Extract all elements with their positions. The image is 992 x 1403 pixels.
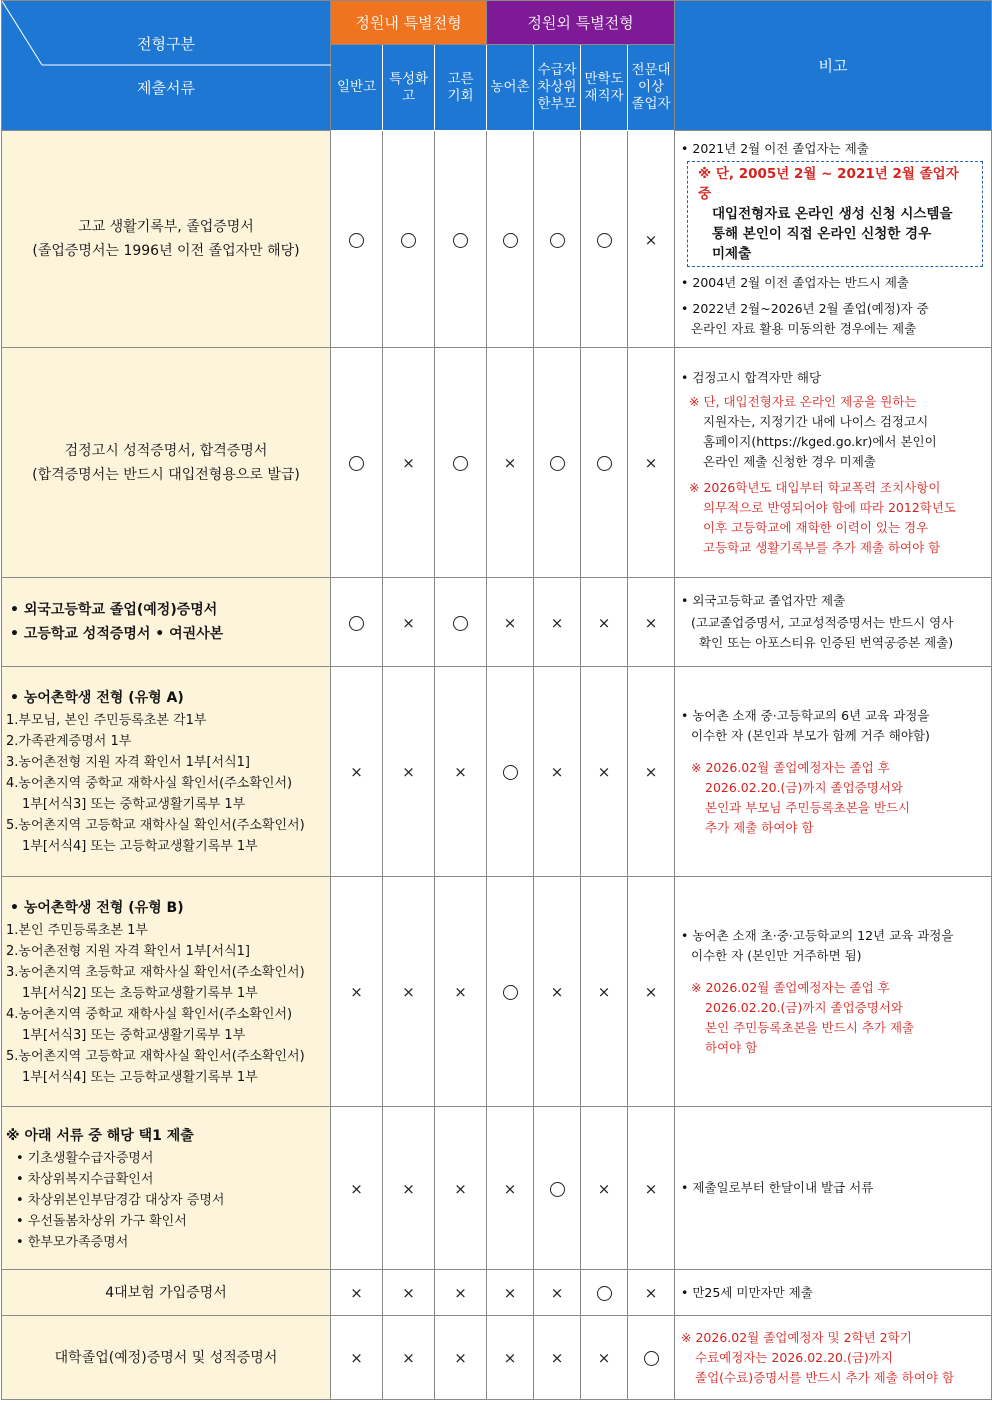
- mark-cell: [581, 877, 628, 1107]
- remarks-header: 비고: [675, 1, 992, 131]
- doc-cell: 대학졸업(예정)증명서 및 성적증명서: [2, 1316, 331, 1400]
- cross-mark-icon: ×: [644, 983, 658, 1001]
- cross-mark-icon: ×: [402, 1284, 415, 1302]
- col-header-adult-worker: 만학도 재직자: [581, 45, 628, 131]
- doc-cell: 검정고시 성적증명서, 합격증명서 (합격증명서는 반드시 대입전형용으로 발급): [2, 348, 331, 578]
- mark-cell: [628, 1316, 675, 1400]
- document-requirements-table: [1, 0, 992, 1400]
- table-row: [2, 1270, 992, 1316]
- cross-mark-icon: ×: [503, 1284, 517, 1302]
- remarks-cell: ※ 2026.02월 졸업예정자 및 2학년 2학기 수료예정자는 2026.02.20.(금)까지 졸업(수료)증명서를 반드시 추가 제출 하여야 함: [675, 1316, 992, 1400]
- doc-cell: • 농어촌학생 전형 (유형 A) 1.부모님, 본인 주민등록초본 각1부 2.가족관계증명서 1부 3.농어촌전형 지원 자격 확인서 1부[서식1] 4.농어촌지역 중학교 재학사실 확인서(주소확인서) 1부[서식3] 또는 중학교생활기록부 1부 5.농어촌지역 고등학교 재학사실 확인서(주소확인서) 1부[서식4] 또는 고등학교생활기록부 1부: [2, 667, 331, 877]
- mark-cell: [487, 877, 534, 1107]
- cross-mark-icon: ×: [503, 613, 517, 632]
- mark-cell: [581, 1316, 628, 1400]
- circle-mark-icon: [644, 1351, 659, 1366]
- mark-cell: [383, 667, 435, 877]
- cross-mark-icon: ×: [644, 613, 658, 632]
- mark-cell: [383, 1107, 435, 1270]
- cross-mark-icon: ×: [454, 763, 467, 781]
- remarks-cell: • 농어촌 소재 초·중·고등학교의 12년 교육 과정을 이수한 자 (본인만 거주하면 됨) ※ 2026.02월 졸업예정자는 졸업 후 2026.02.20.(금)까지 졸업증명서와 본인 주민등록초본을 반드시 추가 제출 하여야 함: [675, 877, 992, 1107]
- circle-mark-icon: [453, 616, 468, 631]
- mark-cell: [487, 1270, 534, 1316]
- mark-cell: [487, 348, 534, 578]
- cross-mark-icon: ×: [350, 1179, 363, 1198]
- cross-mark-icon: ×: [644, 454, 658, 472]
- circle-mark-icon: [401, 233, 416, 248]
- mark-cell: [628, 877, 675, 1107]
- mark-cell: [383, 1316, 435, 1400]
- remarks-cell: • 2021년 2월 이전 졸업자는 제출 ※ 단, 2005년 2월 ~ 2021년 2월 졸업자 중 대입전형자료 온라인 생성 신청 시스템을 통해 본인이 직접 온라인 신청한 경우 미제출 • 2004년 2월 이전 졸업자는 반드시 제출 • 2022년 2월~2026년 2월 졸업(예정)자 중 온라인 자료 활용 미동의한 경우에는 제출: [675, 131, 992, 348]
- group-out-header: 정원외 특별전형: [487, 1, 675, 45]
- mark-cell: [435, 131, 487, 348]
- doc-cell: • 농어촌학생 전형 (유형 B) 1.본인 주민등록초본 1부 2.농어촌전형 지원 자격 확인서 1부[서식1] 3.농어촌지역 초등학교 재학사실 확인서(주소확인서) 1부[서식2] 또는 초등학교생활기록부 1부 4.농어촌지역 중학교 재학사실 확인서(주소확인서) 1부[서식3] 또는 중학교생활기록부 1부 5.농어촌지역 고등학교 재학사실 확인서(주소확인서) 1부[서식4] 또는 고등학교생활기록부 1부: [2, 877, 331, 1107]
- table-row: [2, 877, 992, 1107]
- cross-mark-icon: ×: [550, 763, 564, 781]
- mark-cell: [331, 1316, 383, 1400]
- cross-mark-icon: ×: [402, 454, 415, 472]
- circle-mark-icon: [597, 456, 612, 471]
- mark-cell: [435, 877, 487, 1107]
- mark-cell: [628, 578, 675, 667]
- circle-mark-icon: [349, 233, 364, 248]
- circle-mark-icon: [550, 233, 565, 248]
- cross-mark-icon: ×: [402, 1349, 415, 1367]
- mark-cell: [435, 1270, 487, 1316]
- cross-mark-icon: ×: [644, 763, 658, 781]
- mark-cell: [435, 348, 487, 578]
- table-row: [2, 1316, 992, 1400]
- col-header-basic-livelihood: 수급자 차상위 한부모: [534, 45, 581, 131]
- mark-cell: [628, 348, 675, 578]
- cross-mark-icon: ×: [454, 983, 467, 1001]
- mark-cell: [435, 1316, 487, 1400]
- highlight-box: ※ 단, 2005년 2월 ~ 2021년 2월 졸업자 중 대입전형자료 온라인 생성 신청 시스템을 통해 본인이 직접 온라인 신청한 경우 미제출: [687, 161, 983, 267]
- mark-cell: [628, 667, 675, 877]
- cross-mark-icon: ×: [597, 613, 611, 632]
- mark-cell: [487, 667, 534, 877]
- remarks-cell: • 제출일로부터 한달이내 발급 서류: [675, 1107, 992, 1270]
- mark-cell: [487, 1107, 534, 1270]
- mark-cell: [383, 578, 435, 667]
- cross-mark-icon: ×: [644, 1179, 658, 1198]
- cross-mark-icon: ×: [550, 1284, 564, 1302]
- table-row: [2, 1107, 992, 1270]
- mark-cell: [534, 131, 581, 348]
- remarks-cell: • 농어촌 소재 중·고등학교의 6년 교육 과정을 이수한 자 (본인과 부모가 함께 거주 해야함) ※ 2026.02월 졸업예정자는 졸업 후 2026.02.20.(금)까지 졸업증명서와 본인과 부모님 주민등록초본을 반드시 추가 제출 하여야 함: [675, 667, 992, 877]
- mark-cell: [534, 1316, 581, 1400]
- mark-cell: [331, 1270, 383, 1316]
- cross-mark-icon: ×: [402, 763, 415, 781]
- mark-cell: [534, 1270, 581, 1316]
- mark-cell: [581, 131, 628, 348]
- cross-mark-icon: ×: [644, 1284, 658, 1302]
- doc-cell: 4대보험 가입증명서: [2, 1270, 331, 1316]
- mark-cell: [487, 578, 534, 667]
- cross-mark-icon: ×: [550, 1349, 564, 1367]
- cross-mark-icon: ×: [402, 1179, 415, 1198]
- mark-cell: [487, 1316, 534, 1400]
- mark-cell: [628, 131, 675, 348]
- mark-cell: [435, 667, 487, 877]
- cross-mark-icon: ×: [350, 983, 363, 1001]
- col-header-equal-opportunity: 고른 기회: [435, 45, 487, 131]
- cross-mark-icon: ×: [597, 1179, 611, 1198]
- cross-mark-icon: ×: [550, 983, 564, 1001]
- mark-cell: [628, 1107, 675, 1270]
- cross-mark-icon: ×: [454, 1179, 467, 1198]
- cross-mark-icon: ×: [350, 763, 363, 781]
- cross-mark-icon: ×: [402, 613, 415, 632]
- header-corner: [2, 1, 331, 131]
- doc-cell: ※ 아래 서류 중 해당 택1 제출 • 기초생활수급자증명서 • 차상위복지수급확인서 • 차상위본인부담경감 대상자 증명서 • 우선돌봄차상위 가구 확인서 • 한부모가족증명서: [2, 1107, 331, 1270]
- remarks-cell: • 검정고시 합격자만 해당 ※ 단, 대입전형자료 온라인 제공을 원하는 지원자는, 지정기간 내에 나이스 검정고시 홈페이지(https://kged.go.kr)에서 본인이 온라인 제출 신청한 경우 미제출 ※ 2026학년도 대입부터 학교폭력 조치사항이 의무적으로 반영되어야 함에 따라 2012학년도 이후 고등학교에 재학한 이력이 있는 경우 고등학교 생활기록부를 추가 제출 하여야 함: [675, 348, 992, 578]
- mark-cell: [331, 877, 383, 1107]
- mark-cell: [581, 348, 628, 578]
- col-header-college-graduate: 전문대 이상 졸업자: [628, 45, 675, 131]
- table-row: [2, 578, 992, 667]
- cross-mark-icon: ×: [454, 1284, 467, 1302]
- cross-mark-icon: ×: [503, 1179, 517, 1198]
- mark-cell: [383, 877, 435, 1107]
- mark-cell: [581, 667, 628, 877]
- mark-cell: [628, 1270, 675, 1316]
- table-row: [2, 348, 992, 578]
- table-row: [2, 667, 992, 877]
- col-header-rural: 농어촌: [487, 45, 534, 131]
- mark-cell: [534, 348, 581, 578]
- circle-mark-icon: [550, 456, 565, 471]
- cross-mark-icon: ×: [503, 1349, 517, 1367]
- circle-mark-icon: [349, 456, 364, 471]
- corner-diagonal-line: [2, 1, 331, 131]
- doc-cell: • 외국고등학교 졸업(예정)증명서 • 고등학교 성적증명서 • 여권사본: [2, 578, 331, 667]
- cross-mark-icon: ×: [402, 983, 415, 1001]
- mark-cell: [435, 578, 487, 667]
- group-in-header: 정원내 특별전형: [331, 1, 487, 45]
- col-header-general: 일반고: [331, 45, 383, 131]
- cross-mark-icon: ×: [597, 983, 611, 1001]
- mark-cell: [331, 348, 383, 578]
- mark-cell: [383, 131, 435, 348]
- mark-cell: [581, 578, 628, 667]
- remarks-cell: • 외국고등학교 졸업자만 제출 (고교졸업증명서, 고교성적증명서는 반드시 영사 확인 또는 아포스티유 인증된 번역공증본 제출): [675, 578, 992, 667]
- mark-cell: [534, 667, 581, 877]
- mark-cell: [383, 348, 435, 578]
- mark-cell: [581, 1107, 628, 1270]
- cross-mark-icon: ×: [644, 230, 658, 249]
- mark-cell: [534, 578, 581, 667]
- circle-mark-icon: [597, 1286, 612, 1301]
- circle-mark-icon: [453, 233, 468, 248]
- mark-cell: [331, 578, 383, 667]
- circle-mark-icon: [503, 765, 518, 780]
- mark-cell: [383, 1270, 435, 1316]
- circle-mark-icon: [453, 456, 468, 471]
- cross-mark-icon: ×: [350, 1349, 363, 1367]
- circle-mark-icon: [550, 1182, 565, 1197]
- cross-mark-icon: ×: [597, 1349, 611, 1367]
- circle-mark-icon: [597, 233, 612, 248]
- circle-mark-icon: [349, 616, 364, 631]
- circle-mark-icon: [503, 233, 518, 248]
- corner-top-label: 전형구분: [137, 35, 195, 53]
- cross-mark-icon: ×: [550, 613, 564, 632]
- corner-bottom-label: 제출서류: [137, 79, 195, 97]
- cross-mark-icon: ×: [454, 1349, 467, 1367]
- cross-mark-icon: ×: [350, 1284, 363, 1302]
- mark-cell: [331, 667, 383, 877]
- cross-mark-icon: ×: [503, 454, 517, 472]
- col-header-vocational: 특성화고: [383, 45, 435, 131]
- remarks-cell: • 만25세 미만자만 제출: [675, 1270, 992, 1316]
- mark-cell: [331, 131, 383, 348]
- table-row: [2, 131, 992, 348]
- mark-cell: [435, 1107, 487, 1270]
- mark-cell: [487, 131, 534, 348]
- mark-cell: [534, 877, 581, 1107]
- doc-cell: 고교 생활기록부, 졸업증명서 (졸업증명서는 1996년 이전 졸업자만 해당): [2, 131, 331, 348]
- mark-cell: [331, 1107, 383, 1270]
- cross-mark-icon: ×: [597, 763, 611, 781]
- mark-cell: [581, 1270, 628, 1316]
- circle-mark-icon: [503, 985, 518, 1000]
- mark-cell: [534, 1107, 581, 1270]
